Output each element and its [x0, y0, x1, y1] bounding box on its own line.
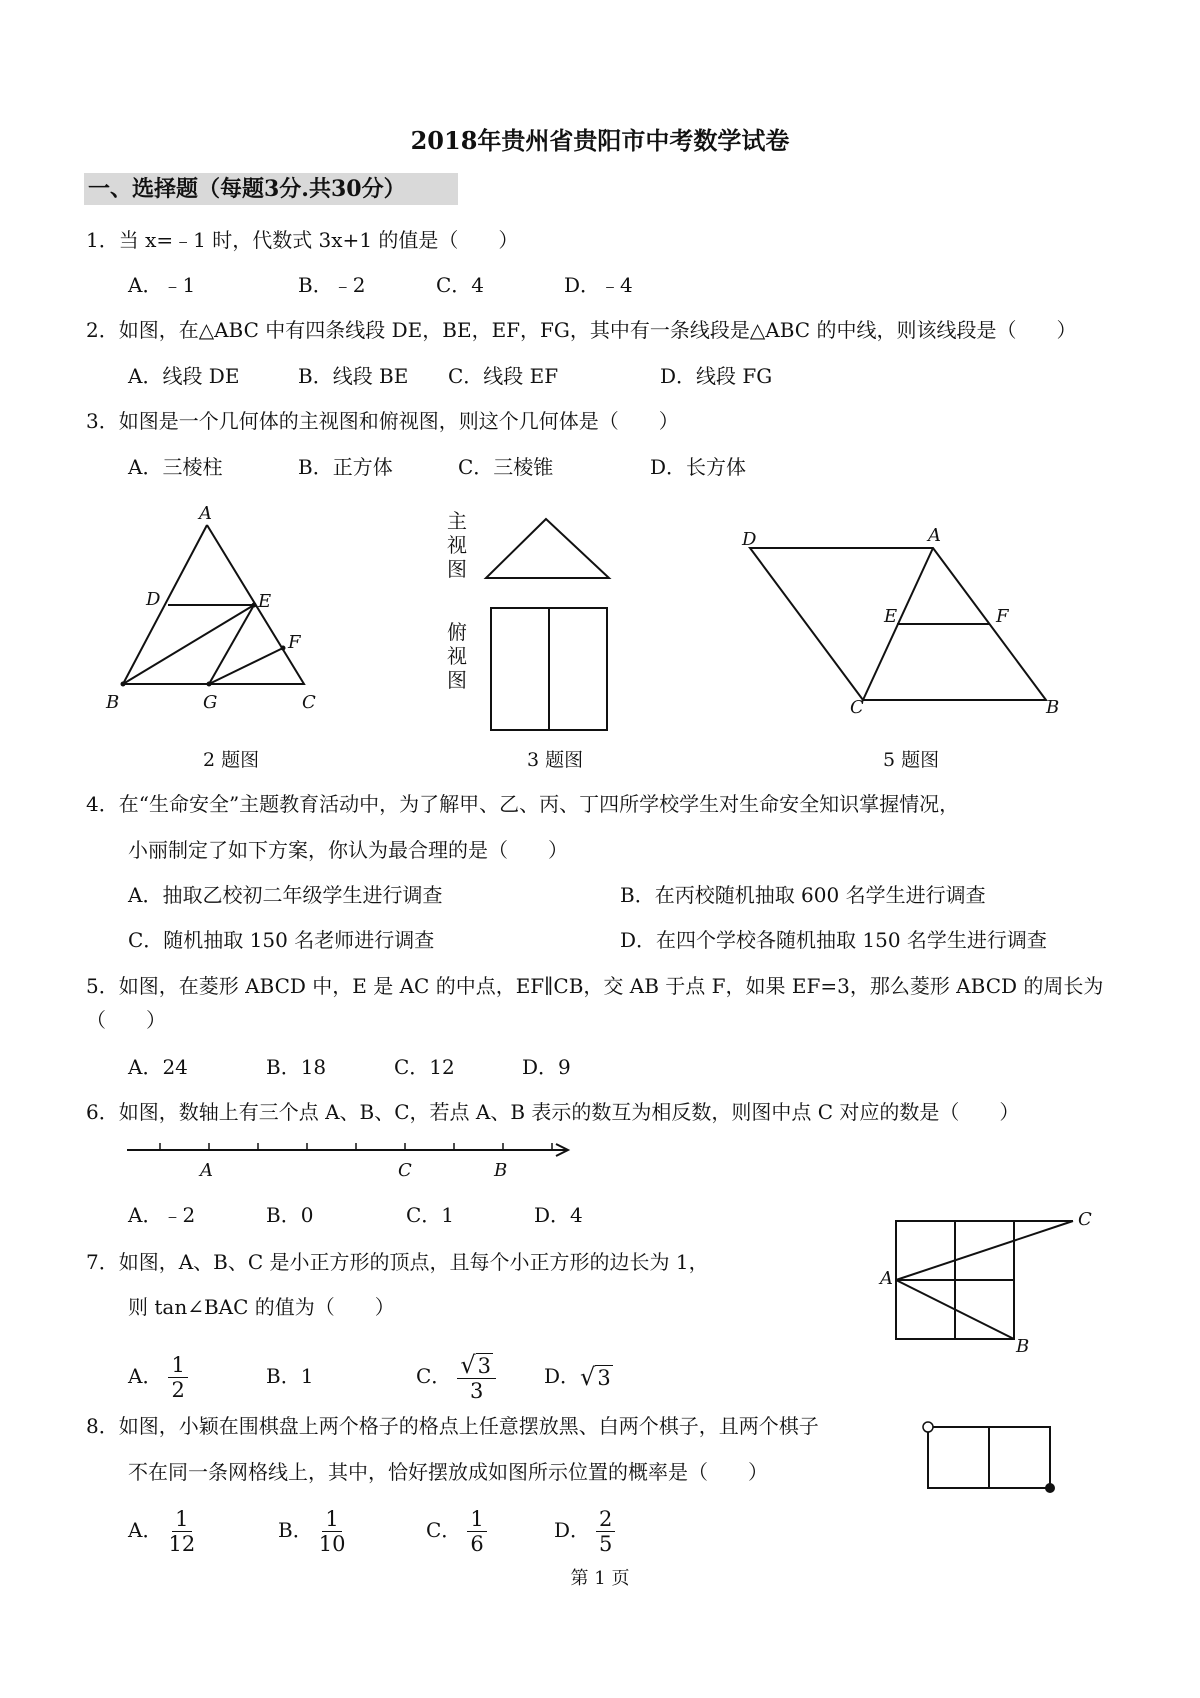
q8-option-a: A． $\frac{1}{12}$ — [128, 1507, 196, 1556]
square-root: √3 — [580, 1363, 611, 1391]
fig2-caption: 2 题图 — [203, 749, 260, 771]
question-4-stem-2: 小丽制定了如下方案，你认为最合理的是（ ） — [128, 838, 568, 862]
fraction: $\frac{2}{5}$ — [596, 1507, 615, 1556]
number-line-label-b: B — [494, 1160, 508, 1181]
white-stone — [923, 1422, 933, 1432]
q1-option-d: D．﹣4 — [564, 273, 633, 297]
section-heading: 一、选择题（每题3分.共30分） — [84, 173, 458, 205]
fig5-label-c: C — [850, 697, 864, 718]
number-line-label-a: A — [200, 1160, 213, 1181]
q5-option-c: C．12 — [394, 1055, 455, 1079]
fig2-label-c: C — [302, 692, 316, 713]
fraction: $\frac{1}{12}$ — [168, 1507, 196, 1556]
fig5-label-d: D — [742, 529, 757, 550]
question-5-stem-2: （ ） — [86, 1008, 166, 1032]
fig2-label-g: G — [203, 692, 218, 713]
fraction: $\frac{1}{2}$ — [168, 1353, 187, 1402]
q1-option-c: C．4 — [436, 273, 485, 297]
fig5-label-f: F — [996, 606, 1009, 627]
fraction: $\frac{1}{6}$ — [467, 1507, 486, 1556]
q7-option-a: A． $\frac{1}{2}$ — [128, 1346, 188, 1406]
page-title: 2018年贵州省贵阳市中考数学试卷 — [410, 126, 790, 155]
q2-option-a: A．线段 DE — [128, 364, 240, 388]
q5-option-d: D．9 — [522, 1055, 571, 1079]
q8-option-d: D． $\frac{2}{5}$ — [554, 1500, 615, 1560]
fraction: $\frac{√3}{3}$ — [457, 1352, 496, 1403]
q2-option-d: D．线段 FG — [660, 364, 773, 388]
question-1-stem: 1．当 x=﹣1 时，代数式 3x+1 的值是（ ） — [86, 228, 519, 252]
q5-option-b: B．18 — [266, 1055, 327, 1079]
black-stone — [1045, 1483, 1055, 1493]
question-8-stem-2: 不在同一条网格线上，其中，恰好摆放成如图所示位置的概率是（ ） — [128, 1460, 768, 1484]
q3-option-a: A．三棱柱 — [128, 455, 223, 479]
q3-option-c: C．三棱锥 — [458, 455, 554, 479]
q6-option-c: C．1 — [406, 1203, 455, 1227]
fig3-front-view-label: 主 视 图 — [447, 509, 467, 581]
question-6-stem: 6．如图，数轴上有三个点 A、B、C，若点 A、B 表示的数互为相反数，则图中点 C 对应的数是（ ） — [86, 1100, 1020, 1124]
fig5-caption: 5 题图 — [883, 749, 940, 771]
fig2-label-d: D — [146, 589, 161, 610]
q8-option-c: C． $\frac{1}{6}$ — [426, 1500, 487, 1560]
fig2-label-b: B — [106, 692, 120, 713]
fig5-label-b: B — [1046, 697, 1060, 718]
fig7-label-b: B — [1016, 1336, 1030, 1357]
fig3-top-view-label: 俯 视 图 — [447, 620, 467, 692]
q1-option-a: A．﹣1 — [128, 273, 196, 297]
question-8-stem: 8．如图，小颖在围棋盘上两个格子的格点上任意摆放黑、白两个棋子，且两个棋子 — [86, 1414, 819, 1438]
q6-option-a: A．﹣2 — [128, 1203, 196, 1227]
q5-option-a: A．24 — [128, 1055, 188, 1079]
q8-option-b: B． $\frac{1}{10}$ — [278, 1507, 346, 1556]
q3-option-b: B．正方体 — [298, 455, 393, 479]
question-7-stem: 7．如图，A、B、C 是小正方形的顶点，且每个小正方形的边长为 1， — [86, 1250, 709, 1274]
q2-option-b: B．线段 BE — [298, 364, 409, 388]
q4-option-a: A．抽取乙校初二年级学生进行调查 — [128, 883, 443, 907]
question-3-stem: 3．如图是一个几何体的主视图和俯视图，则这个几何体是（ ） — [86, 409, 679, 433]
question-5-stem: 5．如图，在菱形 ABCD 中，E 是 AC 的中点，EF∥CB，交 AB 于点 F，如果 EF=3，那么菱形 ABCD 的周长为 — [86, 974, 1104, 998]
fig5-label-e: E — [884, 606, 898, 627]
fig2-label-a: A — [199, 503, 212, 524]
fig7-label-c: C — [1078, 1209, 1092, 1230]
number-line-label-c: C — [398, 1160, 412, 1181]
q7-option-d: D．√3 — [544, 1346, 613, 1406]
q6-option-b: B．0 — [266, 1203, 314, 1227]
fig2-label-e: E — [258, 591, 272, 612]
question-2-stem: 2．如图，在△ABC 中有四条线段 DE，BE，EF，FG，其中有一条线段是△ABC 的中线，则该线段是（ ） — [86, 318, 1077, 342]
question-4-stem: 4．在“生命安全”主题教育活动中，为了解甲、乙、丙、丁四所学校学生对生命安全知识掌握情况， — [86, 792, 960, 816]
fig7-label-a: A — [880, 1268, 893, 1289]
fig2-label-f: F — [288, 632, 301, 653]
q4-option-d: D．在四个学校各随机抽取 150 名学生进行调查 — [620, 928, 1047, 952]
q4-option-b: B．在丙校随机抽取 600 名学生进行调查 — [620, 883, 986, 907]
page-footer: 第 1 页 — [570, 1568, 630, 1589]
q6-option-d: D．4 — [534, 1203, 583, 1227]
q7-option-b: B．1 — [266, 1364, 314, 1388]
q3-option-d: D．长方体 — [650, 455, 747, 479]
q2-option-c: C．线段 EF — [448, 364, 559, 388]
fraction: $\frac{1}{10}$ — [318, 1507, 346, 1556]
fig5-label-a: A — [928, 525, 941, 546]
q4-option-c: C．随机抽取 150 名老师进行调查 — [128, 928, 435, 952]
q1-option-b: B．﹣2 — [298, 273, 366, 297]
question-7-stem-2: 则 tan∠BAC 的值为（ ） — [128, 1295, 395, 1319]
fig3-caption: 3 题图 — [527, 749, 584, 771]
q7-option-c: C． $\frac{√3}{3}$ — [416, 1346, 496, 1406]
